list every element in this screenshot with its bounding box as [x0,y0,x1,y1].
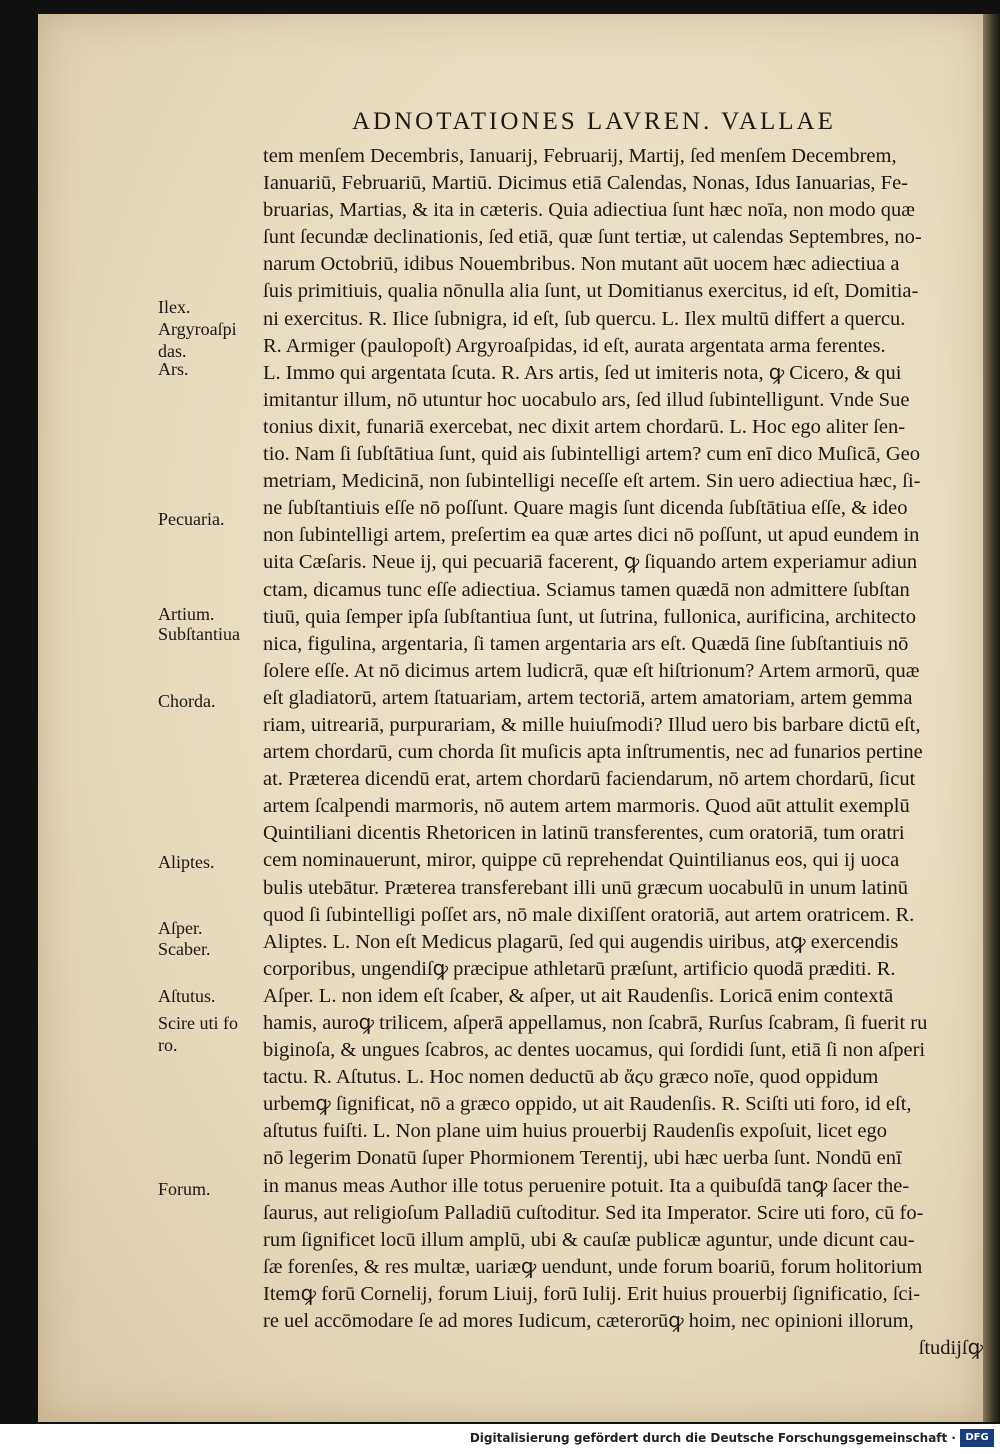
running-head: ADNOTATIONES LAVREN. VALLAE [352,108,836,135]
text-line: ſaurus, aut religioſum Palladiū cuſtoditur. Sed ita Imperator. Scire uti foro, cū fo- [263,1201,924,1224]
text-line: tonius dixit, funariā exercebat, nec dixit artem chordarū. L. Hoc ego aliter ſen- [263,415,906,438]
margin-note: Artium. [158,604,215,624]
text-line: metriam, Medicinā, non ſubintelligi neceſſe eſt artem. Sin uero adiectiua hæc, ſi- [263,470,921,493]
page-edge [983,14,1000,1422]
text-line: nica, figulina, argentaria, ſi tamen argentaria ars eſt. Quædā ſine ſubſtantiuis nō [263,632,909,655]
text-line: tio. Nam ſi ſubſtātiua ſunt, quid ais ſubintelligi artem? cum enī dico Muſicā, Geo [263,443,921,466]
text-line: R. Armiger (paulopoſt) Argyroaſpidas, id eſt, aurata argentata arma ferentes. [263,334,886,357]
text-line: narum Octobriū, idibus Nouembribus. Non mutant aūt uocem hæc adiectiua a [263,253,900,276]
text-line: bruarias, Martias, & ita in cæteris. Quia adiectiua ſunt hæc noīa, non modo quæ [263,199,915,222]
margin-note: Aliptes. [158,852,215,872]
text-line: non ſubintelligi artem, preſertim ea quæ artes dici nō poſſunt, ut apud eundem in [263,524,920,547]
text-line: Ianuariū, Februariū, Martiū. Dicimus etiā Calendas, Nonas, Idus Ianuarias, Fe- [263,172,908,195]
margin-note: das. [158,341,187,361]
text-line: cem nominauerunt, miror, quippe cū reprehendat Quintilianus eos, qui ij uoca [263,849,900,872]
text-line: uita Cæſaris. Neue ij, qui pecuariā facerent, ꝙ ſiquando artem experiamur adiun [263,551,918,574]
footer-bar [0,1424,1000,1454]
text-line: at. Præterea dicendū erat, artem chordarū faciendarum, nō artem chordarū, ſicut [263,768,916,791]
text-line: Itemꝙ forū Cornelij, forum Liuij, forū Iulij. Erit huius prouerbij ſignificatio, ſci- [263,1282,921,1305]
text-line: ſuis primitiuis, qualia nōnulla alia ſunt, ut Domitianus exercitus, id eſt, Domitia- [263,280,919,303]
text-line: artem ſcalpendi marmoris, nō autem artem marmoris. Quod aūt attulit exemplū [263,795,910,818]
catchword: ſtudijſꝙ [918,1337,983,1360]
text-line: ne ſubſtantiuis eſſe nō poſſunt. Quare magis ſunt dicenda ſubſtātiua eſſe, & ideo [263,497,908,520]
margin-note: Scaber. [158,939,211,959]
text-line: rum ſignificet locū illum amplū, ubi & cauſæ publicæ aguntur, unde dicunt cau- [263,1228,915,1251]
margin-note: Chorda. [158,691,216,711]
text-line: Quintiliani dicentis Rhetoricen in latinū transferentes, cum oratoriā, tum oratri [263,822,905,845]
text-line: tactu. R. Aſtutus. L. Hoc nomen deductū ab ἄϛυ græco noīe, quod oppidum [263,1066,879,1089]
margin-note: Aſtutus. [158,986,216,1006]
margin-note: Forum. [158,1179,211,1199]
text-line: tiuū, quia ſemper ipſa ſubſtantiua ſunt, ut ſutrina, fullonica, aurificina, architecto [263,605,916,628]
footer-credit: Digitalisierung gefördert durch die Deutsche Forschungsgemeinschaft · [469,1431,956,1445]
text-line: in manus meas Author ille totus peruenire potuit. Ita a quibuſdā tanꝙ ſacer the- [263,1174,910,1197]
text-line: quod ſi ſubintelligi poſſet ars, nō male dixiſſent oratoriā, aut artem oratricem. R. [263,903,915,926]
margin-note: Argyroaſpi [158,319,237,339]
text-line: imitantur illum, nō utuntur hoc uocabulo ars, ſed illud ſubintelligunt. Vnde Sue [263,388,910,411]
text-line: nō legerim Donatū ſuper Phormionem Terentij, ubi hæc uerba ſunt. Nondū enī [263,1147,902,1170]
margin-note: Aſper. [158,918,203,938]
text-line: Aſper. L. non idem eſt ſcaber, & aſper, ut ait Raudenſis. Loricā enim contextā [263,984,894,1007]
text-line: L. Immo qui argentata ſcuta. R. Ars artis, ſed ut imiteris nota, ꝙ Cicero, & qui [263,361,902,384]
text-line: bulis utebātur. Præterea transferebant illi unū græcum uocabulū in unum latinū [263,876,909,899]
margin-note: Ilex. [158,297,191,317]
margin-note: ro. [158,1035,178,1055]
text-line: ctam, dicamus tunc eſſe adiectiua. Sciamus tamen quædā non admittere ſubſtan [263,578,910,601]
text-line: ſæ forenſes, & res multæ, uariæꝙ uendunt, unde forum boariū, forum holitorium [263,1255,923,1278]
text-line: eſt gladiatorū, artem ſtatuariam, artem tectoriā, artem amatoriam, artem gemma [263,686,913,709]
text-line: corporibus, ungendiſꝙ præcipue athletarū præſunt, artificio quodā præditi. R. [263,957,896,980]
margin-note: Subſtantiua [158,624,240,644]
text-line: tem menſem Decembris, Ianuarij, Februarij, Martij, ſed menſem Decembrem, [263,145,897,167]
text-line: artem chordarū, cum chorda ſit muſicis apta inſtrumentis, nec ad funarios pertine [263,741,923,764]
margin-note: Ars. [158,359,189,379]
text-line: ſunt ſecundæ declinationis, ſed etiā, quæ ſunt tertiæ, ut calendas Septembres, no- [263,226,922,249]
body-text [263,143,983,1362]
text-line: hamis, auroꝙ trilicem, aſperā appellamus, non ſcabrā, Rurſus ſcabram, ſi fuerit ru [263,1012,928,1034]
margin-note: Pecuaria. [158,509,225,529]
text-line: biginoſa, & ungues ſcabros, ac dentes uocamus, qui ſordidi ſunt, etiā ſi non aſperi [263,1039,926,1062]
margin-note: Scire uti fo [158,1013,238,1033]
text-line: ni exercitus. R. Ilice ſubnigra, id eſt, ſub quercu. L. Ilex multū differt a quercu. [263,307,906,330]
text-line: riam, uitreariā, purpurariam, & mille huiuſmodi? Illud uero bis barbare dictū eſt, [263,713,921,736]
text-line: urbemꝙ ſignificat, nō a græco oppido, ut ait Raudenſis. R. Sciſti uti foro, id eſt, [263,1093,912,1116]
text-line: Aliptes. L. Non eſt Medicus plagarū, ſed qui augendis uiribus, atꝙ exercendis [263,930,899,953]
dfg-logo: DFG [960,1429,994,1447]
text-line: ſolere eſſe. At nō dicimus artem ludicrā, quæ eſt hiſtrionum? Artem armorū, quæ [263,659,920,682]
text-line: aſtutus fuiſti. L. Non plane uim huius prouerbij Raudenſis expoſuit, licet ego [263,1120,888,1143]
text-line: re uel accōmodare ſe ad mores Iudicum, cæterorūꝙ hoim, nec opinioni illorum, [263,1310,914,1333]
